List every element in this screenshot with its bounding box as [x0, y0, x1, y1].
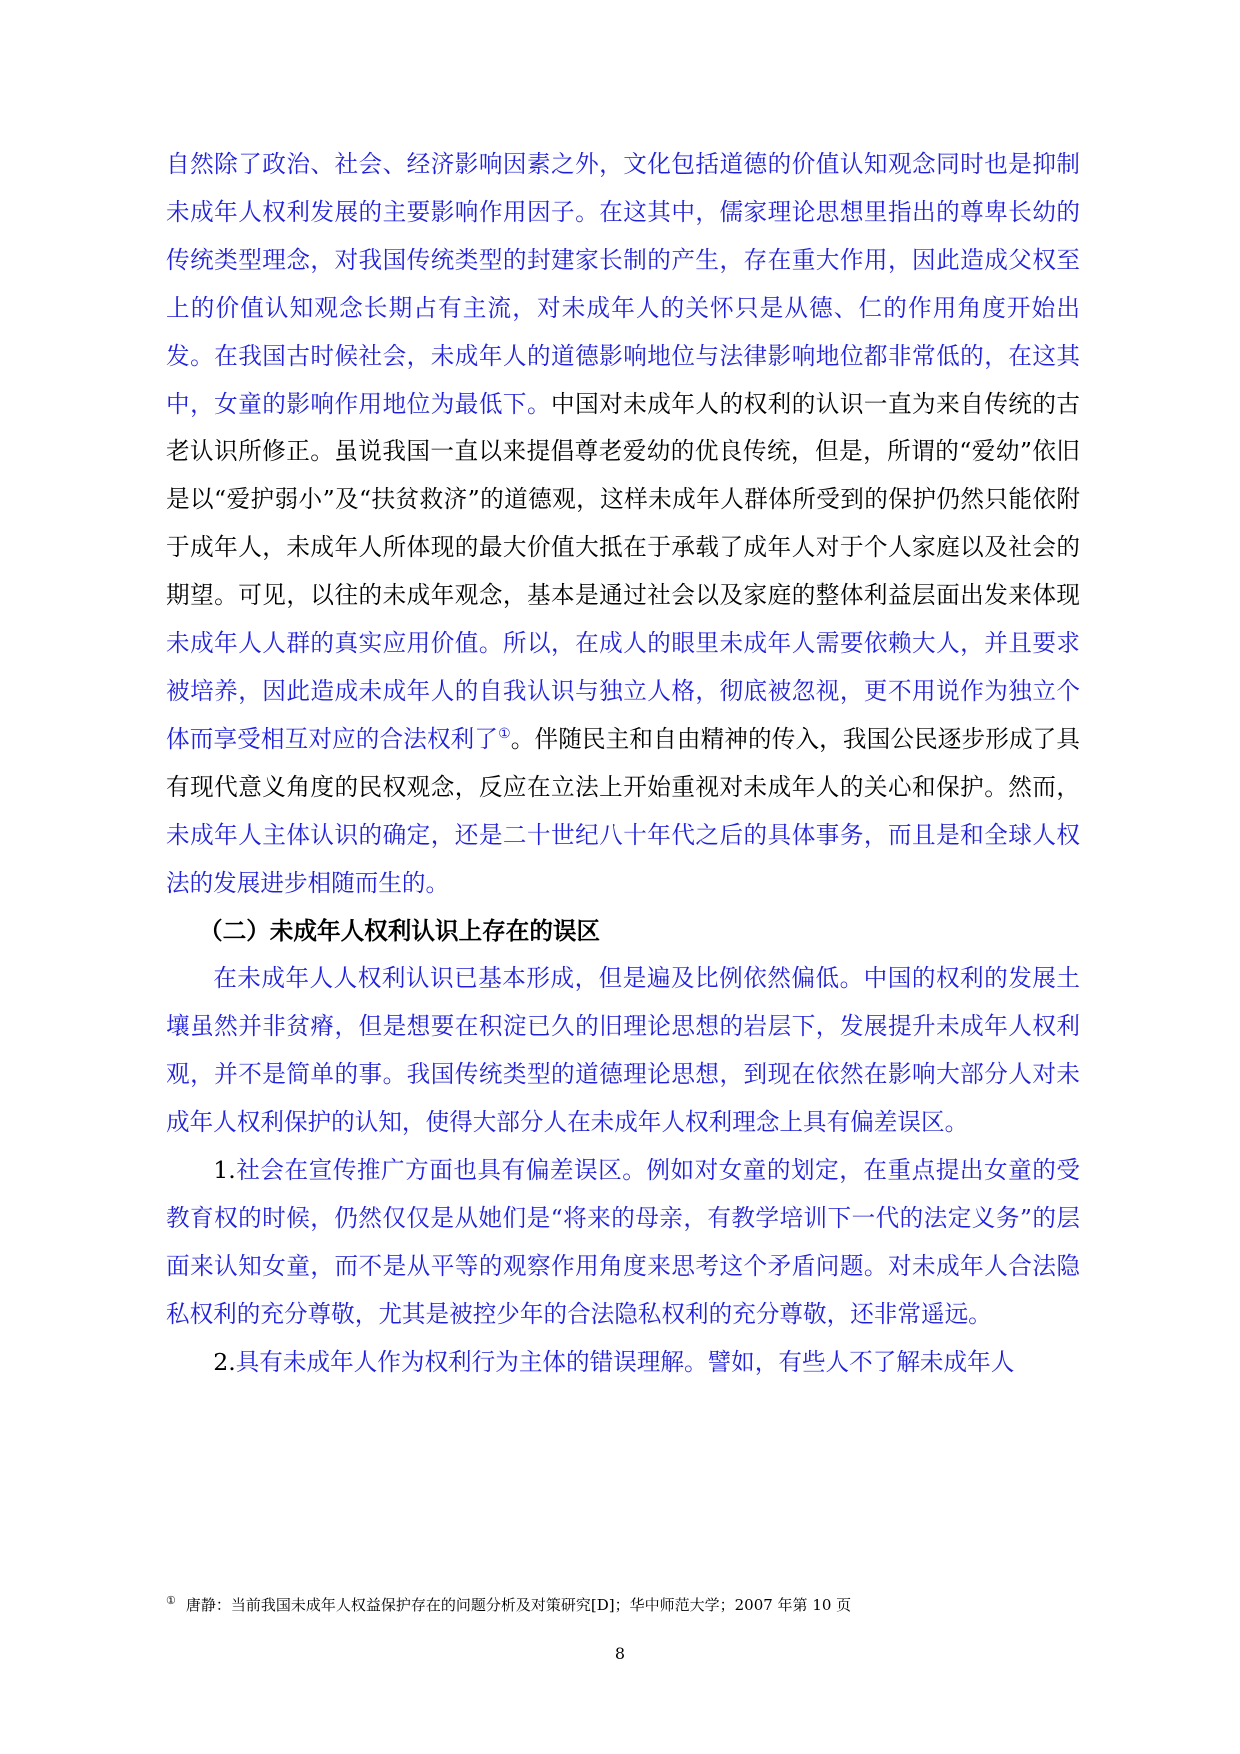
page-number: 8: [614, 1644, 626, 1663]
list-number: 1.: [213, 1156, 236, 1185]
footnote: [166, 1590, 1080, 1616]
paragraph-point-2: [166, 1339, 1080, 1387]
plain-text: 。伴随民主和自由精神的传入，我国公民逐步形成了具有现代意义角度的民权观念，反应在立法上开始重视对未成年人的关心和保护。然而，: [166, 724, 1080, 801]
plain-text: 中国对未成年人的权利的认识一直为来自传统的古老认识所修正。虽说我国一直以来提倡尊老爱幼的优良传统，但是，所谓的“爱幼”依旧是以“爱护弱小”及“扶贫救济”的道德观，这样未成年人群体所受到的保护仍然只能依附于成年人，未成年人所体现的最大价值大抵在于承载了成年人对于个人家庭以及社会的期望。可见，以往的未成年观念，基本是通过社会以及家庭的整体利益层面出发来体现: [166, 389, 1081, 610]
list-number: 2.: [213, 1347, 236, 1376]
paragraph-misconception-intro: 在未成年人人权利认识已基本形成，但是遍及比例依然偏低。中国的权利的发展土壤虽然并非贫瘠，但是想要在积淀已久的旧理论思想的岩层下，发展提升未成年人权利观，并不是简单的事。我国传统类型的道德理论思想，到现在依然在影响大部分人对未成年人权利保护的认知，使得大部分人在未成年人权利理念上具有偏差误区。: [166, 964, 1080, 1137]
highlighted-text: 未成年人主体认识的确定，还是二十世纪八十年代之后的具体事务，而且是和全球人权法的发展进步相随而生的。: [166, 820, 1080, 897]
footnote-mark: ①: [166, 1594, 176, 1607]
footnote-text: 唐静：当前我国未成年人权益保护存在的问题分析及对策研究[D]；华中师范大学；2007 年第 10 页: [185, 1596, 852, 1614]
paragraph-point-1: [166, 1147, 1080, 1339]
footnote-reference: ①: [498, 726, 511, 743]
paragraph-culture-influence: [166, 141, 1080, 908]
section-heading: （二）未成年人权利认识上存在的误区: [199, 916, 601, 945]
highlighted-text: 自然除了政治、社会、经济影响因素之外，文化包括道德的价值认知观念同时也是抑制未成年人权利发展的主要影响作用因子。在这其中，儒家理论思想里指出的尊卑长幼的传统类型理念，对我国传统类型的封建家长制的产生，存在重大作用，因此造成父权至上的价值认知观念长期占有主流，对未成年人的关怀只是从德、仁的作用角度开始出发。在我国古时候社会，未成年人的道德影响地位与法律影响地位都非常低的，在这其中，女童的影响作用地位为最低下。: [166, 150, 1080, 418]
body-text: [166, 141, 1080, 1387]
highlighted-text: 具有未成年人作为权利行为主体的错误理解。譬如，有些人不了解未成年人: [235, 1347, 1015, 1376]
highlighted-text: 社会在宣传推广方面也具有偏差误区。例如对女童的划定，在重点提出女童的受教育权的时候，仍然仅仅是从她们是“将来的母亲，有教学培训下一代的法定义务”的层面来认知女童，而不是从平等的观察作用角度来思考这个矛盾问题。对未成年人合法隐私权利的充分尊敬，尤其是被控少年的合法隐私权利的充分尊敬，还非常遥远。: [166, 1156, 1080, 1328]
highlighted-text: 未成年人人群的真实应用价值。所以，在成人的眼里未成年人需要依赖大人，并且要求被培养，因此造成未成年人的自我认识与独立人格，彻底被忽视，更不用说作为独立个体而享受相互对应的合法权利了: [166, 629, 1080, 753]
